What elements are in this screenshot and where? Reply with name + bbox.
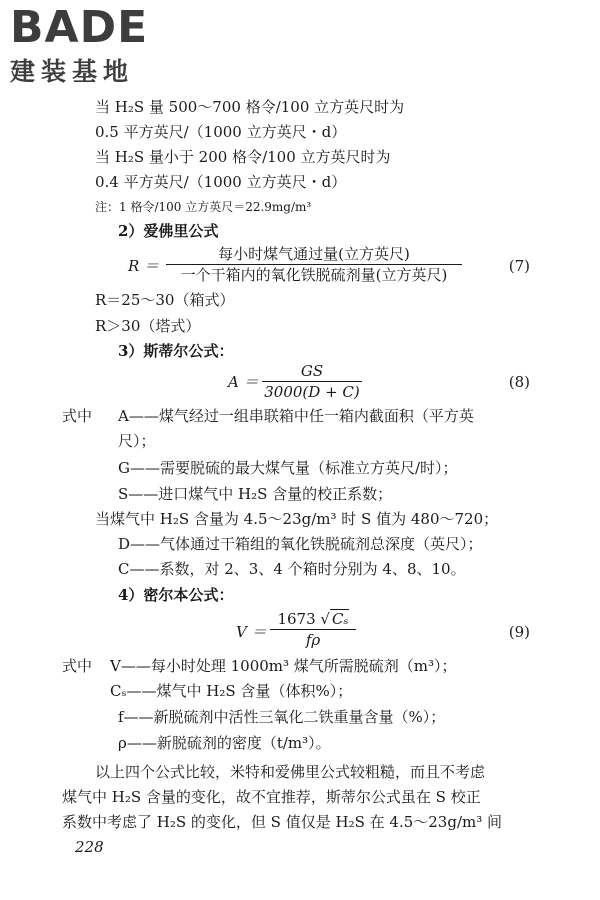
equation-lhs: A ＝ [228,373,259,391]
footnote: 注：1 格令/100 立方英尺＝22.9mg/m³ [95,200,312,214]
definition-line: S——进口煤气中 H₂S 含量的校正系数； [118,485,393,503]
where-label: 式中 [62,657,93,675]
equation-lhs: R ＝ [128,257,160,275]
equation-number: (7) [508,257,530,275]
equation-fraction [166,245,462,284]
equation-lhs: V ＝ [236,623,267,641]
definition-line: G——需要脱硫的最大煤气量（标准立方英尺/时）； [118,459,458,477]
equation-number: (9) [508,623,530,641]
fraction-denominator: fρ [305,631,321,649]
text-line: 当 H₂S 量小于 200 格令/100 立方英尺时为 [95,148,391,166]
paragraph-line: 煤气中 H₂S 含量的变化，故不宜推荐，斯蒂尔公式虽在 S 校正 [62,788,481,806]
definition-line: A——煤气经过一组串联箱中任一箱内截面积（平方英 [118,407,474,425]
section-heading: 3）斯蒂尔公式： [118,342,234,360]
text-line: 0.4 平方英尺/（1000 立方英尺・d） [95,173,347,191]
definition-line: ρ——新脱硫剂的密度（t/m³）。 [118,734,331,752]
definition-line: V——每小时处理 1000m³ 煤气所需脱硫剂（m³）； [110,657,457,675]
text-line: R＝25～30（箱式） [95,291,235,309]
text-line: 当 H₂S 量 500～700 格令/100 立方英尺时为 [95,98,405,116]
fraction-denominator: 一个干箱内的氧化铁脱硫剂量(立方英尺) [180,266,448,284]
section-heading: 2）爱佛里公式 [118,222,219,240]
paragraph-line: 以上四个公式比较，米特和爱佛里公式较粗糙，而且不考虑 [95,763,486,781]
logo-subtitle: 建装基地 [10,57,135,86]
equation-fraction [262,362,362,401]
logo-wordmark: BADE [10,2,149,53]
page-number: 228 [75,838,104,856]
definition-line: 尺）； [118,432,156,450]
paragraph-line: 系数中考虑了 H₂S 的变化，但 S 值仅是 H₂S 在 4.5～23g/m³ 间 [62,813,502,831]
definition-line: Cₛ——煤气中 H₂S 含量（体积%）； [110,682,353,700]
fraction-numerator: 1673 √ Cₛ [270,610,356,630]
fraction-numerator: 每小时煤气通过量(立方英尺) [166,245,462,265]
fraction-denominator: 3000(D + C) [264,383,360,401]
text-line: 0.5 平方英尺/（1000 立方英尺・d） [95,123,347,141]
text-line: R＞30（塔式） [95,317,201,335]
definition-line: D——气体通过干箱组的氧化铁脱硫剂总深度（英尺）； [118,535,483,553]
where-label: 式中 [62,407,93,425]
definition-line: C——系数，对 2、3、4 个箱时分别为 4、8、10。 [118,560,466,578]
fraction-numerator: GS [262,362,362,382]
square-root-term: Cₛ [331,610,349,628]
equation-fraction [270,610,356,649]
definition-line: f——新脱硫剂中活性三氧化二铁重量含量（%）； [118,708,446,726]
equation-number: (8) [508,373,530,391]
section-heading: 4）密尔本公式： [118,586,234,604]
bade-logo [10,2,180,86]
text-line: 当煤气中 H₂S 含量为 4.5～23g/m³ 时 S 值为 480～720； [95,510,499,528]
